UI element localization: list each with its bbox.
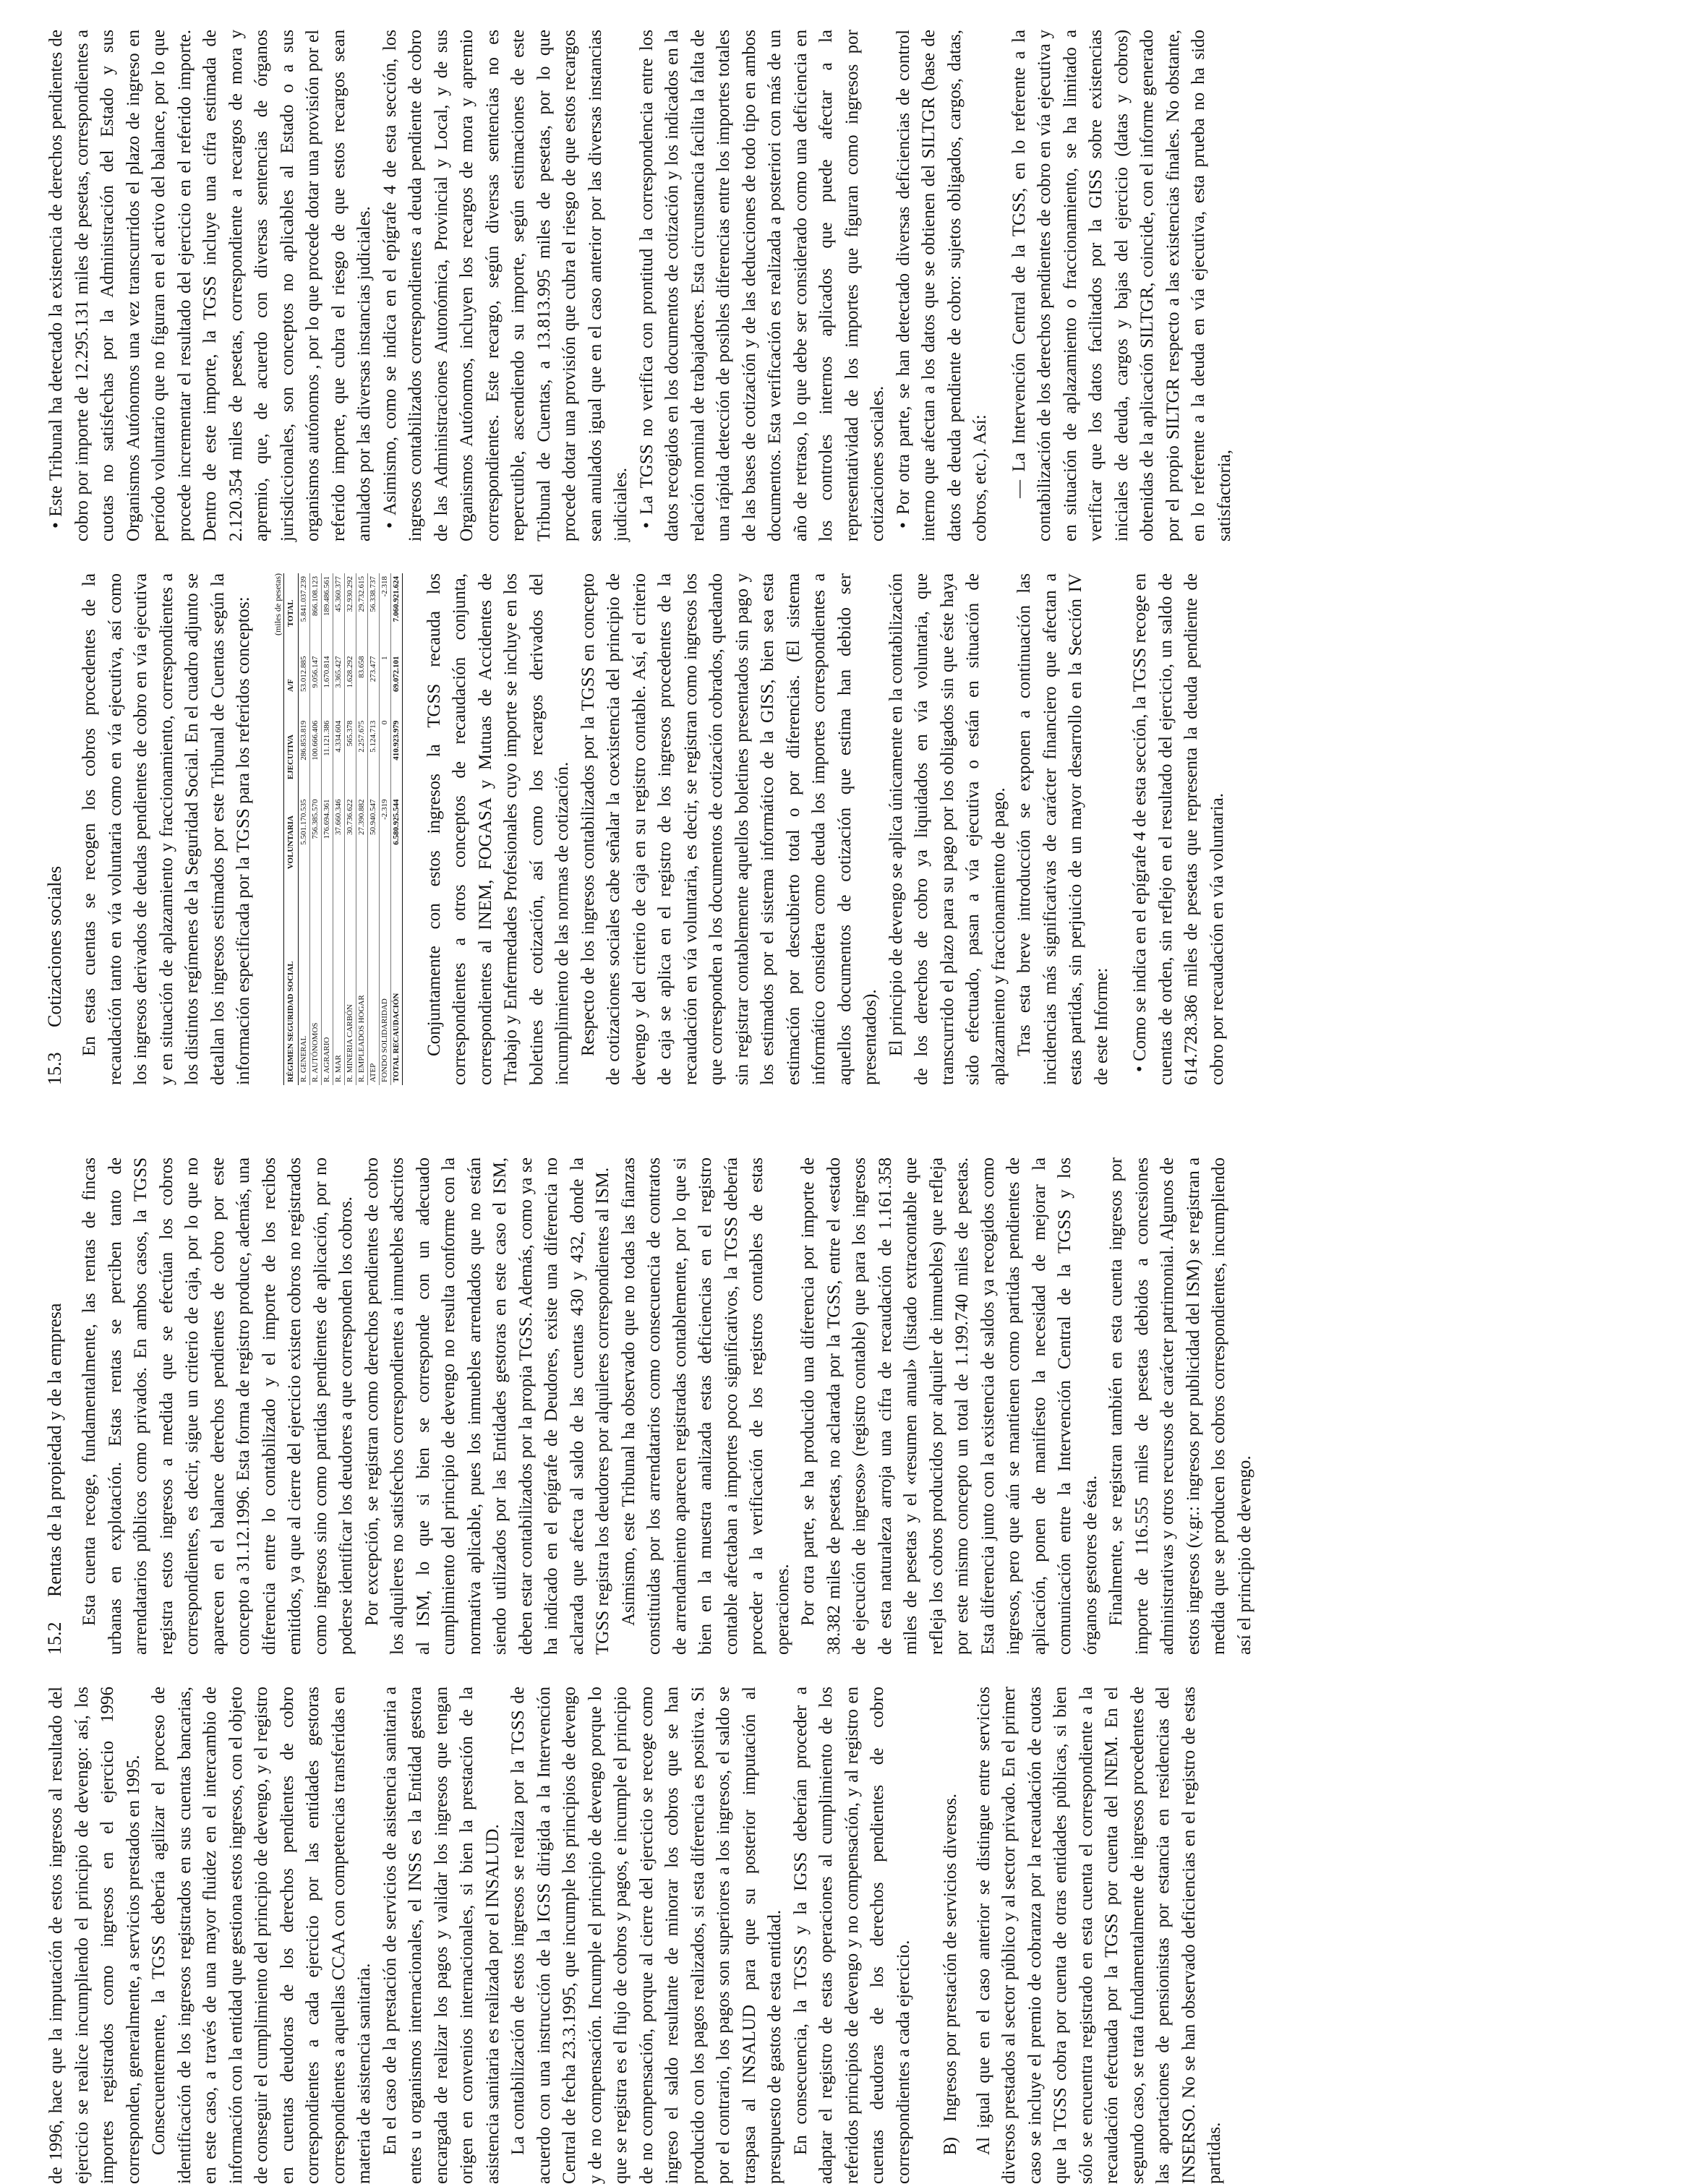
table-row (356, 573, 367, 1085)
amount-cell: 27.390.882 (356, 796, 367, 888)
section-number: 15.3 (44, 1052, 65, 1085)
amount-cell: 29.732.615 (356, 573, 367, 654)
amount-cell: 5.501.170.535 (298, 796, 309, 888)
amount-cell: 410.923.979 (390, 718, 402, 797)
amount-cell: 37.660.346 (333, 796, 344, 888)
table-row (321, 573, 333, 1085)
paragraph: En consecuencia, la TGSS y la IGSS deberían proceder a adaptar el registro de estas operaciones al cumplimiento de los referidos principios de devengo y no compensación, y al registro en cuentas deudoras de los derechos pendientes de cobro correspondientes a cada ejercicio. (790, 1687, 913, 2184)
regimen-cell: R. MAR (333, 888, 344, 1085)
amount-cell: 866.108.123 (309, 573, 321, 654)
paragraph: El principio de devengo se aplica únicamente en la contabilización de los derechos de cobro ya liquidados en vía voluntaria, que transcurrido el plazo para su pago por los obligados sin que éste haya sido efectuado, pasan a vía ejecutiva o están en situación de aplazamiento y fraccionamiento de pago. (886, 573, 1009, 1085)
bullet-paragraph: • Por otra parte, se han detectado diversas deficiencias de control interno que afectan a los datos que se obtienen del SILTGR (base de datos de deuda pendiente de cobro: sujetos obligados, cargos, datas, cobros, etc.). Así: (893, 30, 990, 541)
amount-cell: 189.486.561 (321, 573, 333, 654)
regimen-cell: TOTAL RECAUDACIÓN (390, 888, 402, 1085)
contributions-table (283, 573, 403, 1085)
amount-cell: 100.666.406 (309, 718, 321, 797)
amount-cell: 6.580.925.544 (390, 796, 402, 888)
amount-cell: 32.930.292 (344, 573, 356, 654)
table-row (379, 573, 390, 1085)
left-column-2 (43, 1157, 1656, 1655)
paragraph: Por excepción, se registran como derechos pendientes de cobro los alquileres no satisfechos correspondientes a inmuebles adscritos al ISM, lo que si bien se corresponde con un adecuado cumplimiento del principio de devengo no resulta conforme con la normativa aplicable, pues los inmuebles arrendados que no están siendo utilizados por las Entidades gestoras en este caso el ISM, deben estar contabilizados por la propia TGSS. Además, como ya se ha indicado en el epígrafe de Deudores, existe una diferencia no aclarada que afecta al saldo de las cuentas 430 y 432, donde la TGSS registra los deudores por alquileres correspondientes al ISM. (362, 1157, 612, 1655)
paragraph: Al igual que en el caso anterior se distingue entre servicios diversos prestados al sector público y al sector privado. En el primer caso se incluye el premio de cobranza por la recaudación de cuotas que la TGSS cobra por cuenta de otras entidades públicas, si bien sólo se encuentra registrado en esta cuenta el correspondiente a la recaudación efectuada por la TGSS por cuenta del INEM. En el segundo caso, se trata fundamentalmente de ingresos procedentes de las aportaciones de pensionistas por estancia en residencias del INSERSO. No se han observado deficiencias en el registro de estas partidas. (973, 1687, 1224, 2184)
paragraph: Consecuentemente, la TGSS debería agilizar el proceso de identificación de los ingresos registrados en sus cuentas bancarias, en este caso, a través de una mayor fluidez en el intercambio de información con la entidad que gestiona estos ingresos, con el objeto de conseguir el cumplimiento del principio de devengo, y el registro en cuentas deudoras de los derechos pendientes de cobro correspondientes a cada ejercicio por las entidades gestoras correspondientes a aquellas CCAA con competencias transferidas en materia de asistencia sanitaria. (149, 1686, 374, 2184)
bullet-paragraph: • Este Tribunal ha detectado la existencia de derechos pendientes de cobro por importe de 12.295.131 miles de pesetas, correspondientes a cuotas no satisfechas por la Administración del Estado y sus Organismos Autónomos una vez transcurridos el plazo de ingreso en período voluntario que no figuran en el activo del balance, por lo que procede incrementar el resultado del ejercicio en el referido importe. Dentro de este importe, la TGSS incluye una cifra estimada de 2.120.354 miles de pesetas, correspondiente a recargos de mora y apremio, que, de acuerdo con diversas sentencias de órganos jurisdiccionales, son conceptos no aplicables al Estado o a sus organismos autónomos , por lo que procede dotar una provisión por el referido importe, que cubra el riesgo de que estos recargos sean anulados por las diversas instancias judiciales. (46, 30, 374, 541)
subsection-heading (938, 1687, 964, 2155)
section-heading (43, 573, 67, 1085)
paragraph: Tras esta breve introducción se exponen a continuación las incidencias más significativas de carácter financiero que afectan a estas partidas, sin perjuicio de un mayor desarrollo en la Sección IV de este Informe: (1014, 573, 1111, 1085)
regimen-cell: R. MINERIA CARBÓN (344, 888, 356, 1085)
subsection-title: Ingresos por prestación de servicios diversos. (941, 1793, 960, 2122)
table-row (309, 573, 321, 1085)
table-row (333, 573, 344, 1085)
right-page (43, 30, 1656, 1085)
paragraph: La contabilización de estos ingresos se realiza por la TGSS de acuerdo con una instrucción de la IGSS dirigida a la Intervención Central de fecha 23.3.1995, que incumple los principios de devengo y de no compensación. Incumple el principio de devengo porque lo que se registra es el flujo de cobros y pagos, e incumple el principio de no compensación, porque al cierre del ejercicio se recoge como ingreso el saldo resultante de minorar los cobros que se han producido con los pagos realizados, si esta diferencia es positiva. Si por el contrario, los pagos son superiores a los ingresos, el saldo se traspasa al INSALUD para que su posterior imputación al presupuesto de gastos de esta entidad. (508, 1687, 784, 2184)
amount-cell: 53.012.885 (298, 654, 309, 718)
regimen-cell: ATEP (367, 888, 379, 1085)
amount-cell: 3.365.427 (333, 654, 344, 718)
amount-cell: 4.334.604 (333, 718, 344, 797)
table-header: EJECUTIVA (283, 718, 298, 797)
section-number: 15.2 (44, 1622, 65, 1655)
bullet-paragraph: • Como se indica en el epígrafe 4 de esta sección, la TGSS recoge en cuentas de orden, sin reflejo en el resultado del ejercicio, un saldo de 614.728.386 miles de pesetas que representa la deuda pendiente de cobro por recaudación en vía voluntaria. (1130, 573, 1227, 1085)
amount-cell: 1.670.814 (321, 654, 333, 718)
section-title: Cotizaciones sociales (44, 865, 65, 1027)
paragraph: En estas cuentas se recogen los cobros procedentes de la recaudación tanto en vía voluntaria como en vía ejecutiva, así como los ingresos derivados de deudas pendientes de cobro en vía ejecutiva y en situación de aplazamiento y fraccionamiento, correspondientes a los distintos regímenes de la Seguridad Social. En el cuadro adjunto se detallan los ingresos estimados por este Tribunal de Cuentas según la información especificada por la TGSS para los referidos conceptos: (80, 573, 253, 1085)
table-header: VOLUNTARIA (283, 796, 298, 888)
table-header-row (283, 573, 298, 1085)
bullet-paragraph: • La TGSS no verifica con prontitud la correspondencia entre los datos recogidos en los documentos de cotización y los indicados en la relación nominal de trabajadores. Esta circunstancia facilita la falta de una rápida detección de posibles diferencias entre los importes totales de las bases de cotización y de las deducciones de todo tipo en ambos documentos. Esta verificación es realizada a posteriori con más de un año de retraso, lo que debe ser considerado como una deficiencia en los controles internos aplicados que puede afectar a la representatividad de los importes que figuran como ingresos por cotizaciones sociales. (636, 30, 887, 541)
left-column-1 (43, 1687, 1656, 2184)
amount-cell: 9.056.147 (309, 654, 321, 718)
bullet-paragraph: • Asimismo, como se indica en el epígrafe 4 de esta sección, los ingresos contabilizados correspondientes a deuda pendiente de cobro de las Administraciones Autonómica, Provincial y Local, y de sus Organismos Autónomos, incluyen los recargos de mora y apremio correspondientes. Este recargo, según diversas sentencias no es repercutible, ascendiendo su importe, según estimaciones de este Tribunal de Cuentas, a 13.813.995 miles de pesetas, por lo que procede dotar una provisión que cubra el riesgo de que estos recargos sean anulados igual que en el caso anterior por las diversas instancias judiciales. (380, 30, 630, 541)
section-title: Rentas de la propiedad y de la empresa (44, 1303, 65, 1597)
paragraph: Respecto de los ingresos contabilizados por la TGSS en concepto de cotizaciones sociales cabe señalar la coexistencia del principio de devengo y del criterio de caja en su registro contable. Así, el criterio de caja se aplica en el registro de los ingresos procedentes de la recaudación en vía voluntaria, es decir, se registran como ingresos los que corresponden a los documentos de cotización cobrados, quedando sin registrar contablemente aquellos boletines presentados sin pago y los estimados por el sistema informático de la GISS, bien sea esta estimación por descubierto total o por diferencias. (El sistema informático considera como deuda los importes correspondientes a aquellos documentos de cotización que estima han debido ser presentados). (578, 573, 880, 1085)
regimen-cell: R. AUTÓNOMOS (309, 888, 321, 1085)
amount-cell: 286.853.819 (298, 718, 309, 797)
paragraph: Finalmente, se registran también en esta cuenta ingresos por importe de 116.555 miles de pesetas debidos a concesiones administrativas y otros recursos de carácter patrimonial. Algunos de estos ingresos (v.gr.: ingresos por publicidad del ISM) se registran a medida que se producen los cobros correspondientes, incumpliendo así el principio de devengo. (1106, 1157, 1254, 1655)
amount-cell: 0 (379, 718, 390, 797)
table-header: TOTAL (283, 573, 298, 654)
amount-cell: 2.257.675 (356, 718, 367, 797)
paragraph: En el caso de la prestación de servicios de asistencia sanitaria a entes u organismos internacionales, el INSS es la Entidad gestora encargada de realizar los pagos y validar los ingresos que tengan origen en convenios internacionales, si bien la prestación de la asistencia sanitaria es realizada por el INSALUD. (380, 1687, 503, 2184)
amount-cell: 176.694.361 (321, 796, 333, 888)
amount-cell: 50.940.547 (367, 796, 379, 888)
amount-cell: 56.338.737 (367, 573, 379, 654)
section-heading (43, 1157, 67, 1655)
paragraph: Por otra parte, se ha producido una diferencia por importe de 38.382 miles de pesetas, no aclarada por la TGSS, entre el «estado de ejecución de ingresos» (registro contable) que para los ingresos de esta naturaleza arroja una cifra de recaudación de 1.161.358 miles de pesetas y el «resumen anual» (listado extracontable que refleja los cobros producidos por alquiler de inmuebles) que refleja por este mismo concepto un total de 1.199.740 miles de pesetas. Esta diferencia junto con la existencia de saldos ya recogidos como ingresos, pero que aún se mantienen como partidas pendientes de aplicación, ponen de manifiesto la necesidad de mejorar la comunicación entre la Intervención Central de la TGSS y los órganos gestores de ésta. (798, 1157, 1100, 1655)
amount-cell: 565.378 (344, 718, 356, 797)
regimen-cell: R. GENERAL (298, 888, 309, 1085)
table-row (367, 573, 379, 1085)
paragraph: Esta cuenta recoge, fundamentalmente, las rentas de fincas urbanas en explotación. Estas rentas se perciben tanto de arrendatarios públicos como privados. En ambos casos, la TGSS registra estos ingresos a medida que se efectúan los cobros correspondientes, es decir, sigue un criterio de caja, por lo que no aparecen en el balance derechos pendientes de cobro por este concepto a 31.12.1996. Esta forma de registro produce, además, una diferencia entre lo contabilizado y el importe de los recibos emitidos, ya que al cierre del ejercicio existen cobros no registrados como ingresos sino como partidas pendientes de aplicación, por no poderse identificar los deudores a que corresponden los cobros. (80, 1157, 356, 1655)
dash-paragraph: — La Intervención Central de la TGSS, en lo referente a la contabilización de los derechos pendientes de cobro en vía ejecutiva y en situación de aplazamiento o fraccionamiento, se ha limitado a verificar que los datos facilitados por la GISS sobre existencias iniciales de deuda, cargos y bajas del ejercicio (datas y cobros) obtenidas de la aplicación SILTGR, coincide, con el informe generado por el propio SILTGR respecto a las existencias finales. No obstante, en lo referente a la deuda en vía ejecutiva, esta prueba no ha sido satisfactoria, (1009, 30, 1234, 541)
amount-cell: 5.841.037.239 (298, 573, 309, 654)
amount-cell: 69.072.101 (390, 654, 402, 718)
paragraph: Conjuntamente con estos ingresos la TGSS recauda los correspondientes a otros conceptos de recaudación conjunta, correspondientes al INEM, FOGASA y Mutuas de Accidentes de Trabajo y Enfermedades Profesionales cuyo importe se incluye en los boletines de cotización, así como los recargos derivados del incumplimiento de las normas de cotización. (424, 573, 572, 1085)
paragraph: de 1996, hace que la imputación de estos ingresos al resultado del ejercicio se realice incumpliendo el principio de devengo: así, los importes registrados como ingresos en el ejercicio 1996 corresponden, generalmente, a servicios prestados en 1995. (46, 1687, 143, 2184)
amount-cell: -2.318 (379, 573, 390, 654)
subsection-letter: B) (941, 2137, 960, 2155)
amount-cell: 756.385.570 (309, 796, 321, 888)
right-column-2 (43, 30, 1656, 541)
table-header: A/F (283, 654, 298, 718)
amount-cell: 11.121.386 (321, 718, 333, 797)
amount-cell: 5.124.713 (367, 718, 379, 797)
left-page (43, 1157, 1656, 2184)
regimen-cell: R. EMPLEADOS HOGAR (356, 888, 367, 1085)
amount-cell: 1.628.292 (344, 654, 356, 718)
paragraph: Asimismo, este Tribunal ha observado que no todas las fianzas constituidas por los arrendatarios como consecuencia de contratos de arrendamiento aparecen registradas contablemente, por lo que si bien en la muestra analizada estas deficiencias en el registro contable afectaban a importes poco significativos, la TGSS debería proceder a la verificación de los registros contables de estas operaciones. (618, 1157, 792, 1655)
amount-cell: 7.060.921.624 (390, 573, 402, 654)
regimen-cell: R. AGRARIO (321, 888, 333, 1085)
contributions-table-block (273, 573, 403, 1085)
amount-cell: -2.319 (379, 796, 390, 888)
amount-cell: 30.736.622 (344, 796, 356, 888)
table-header: RÉGIMEN SEGURIDAD SOCIAL (283, 888, 298, 1085)
table-unit-note: (miles de pesetas) (272, 573, 283, 635)
amount-cell: 45.360.377 (333, 573, 344, 654)
right-column-1 (43, 573, 1656, 1085)
amount-cell: 1 (379, 654, 390, 718)
amount-cell: 273.477 (367, 654, 379, 718)
amount-cell: 83.658 (356, 654, 367, 718)
table-row (298, 573, 309, 1085)
table-total-row (390, 573, 402, 1085)
table-row (344, 573, 356, 1085)
regimen-cell: FONDO SOLIDARIDAD (379, 888, 390, 1085)
